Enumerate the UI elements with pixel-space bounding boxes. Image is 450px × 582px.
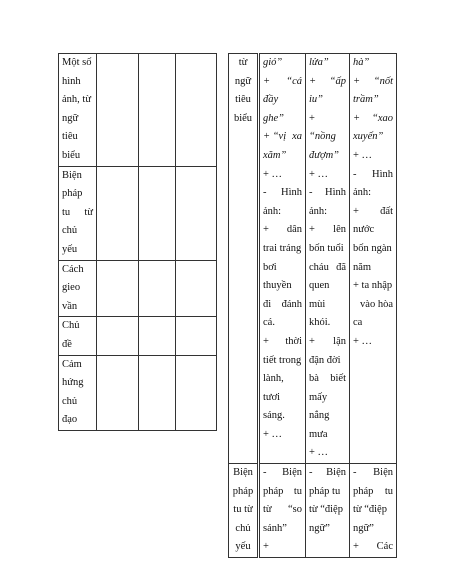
cell-line: đận đời (309, 354, 341, 366)
cell-line: tu từ (62, 206, 93, 218)
cell-line: tiêu (235, 94, 251, 106)
cell-line: - Hình (263, 187, 302, 199)
cell-line: + Các (353, 541, 393, 553)
cell-line: bốn ngàn (353, 242, 392, 254)
cell-line: biểu (62, 149, 81, 161)
cell-line: + “cá (263, 75, 302, 87)
cell-line: + “nốt (353, 75, 393, 87)
cell-line: pháp (232, 485, 254, 497)
cell-line: khói. (309, 317, 331, 329)
cell-line: ghe” (263, 112, 284, 124)
cell-line: gió” (263, 57, 283, 68)
table-cell (259, 54, 306, 464)
table-row (59, 54, 217, 167)
cell-line: bơi (263, 261, 277, 273)
cell-line: + … (353, 335, 373, 347)
cell-line: + (309, 112, 315, 124)
cell-line: + … (309, 168, 329, 180)
cell-line: chủ (62, 225, 78, 237)
cell-line: Cảm (62, 358, 82, 370)
cell-line: - Hình (353, 168, 393, 180)
cell-line: trầm” (353, 94, 379, 106)
row-label-cell (59, 54, 97, 167)
cell-line: yếu (235, 541, 251, 553)
cell-line: tiêu (62, 131, 78, 143)
cell-line: ảnh, từ (62, 94, 92, 106)
table-row (229, 54, 397, 464)
cell-line: mùi (309, 298, 326, 310)
cell-line: ảnh: (353, 187, 372, 199)
row-label-cell (229, 54, 259, 464)
cell-line: gieo (62, 282, 81, 294)
cell-line: bốn tuổi (309, 242, 344, 254)
cell-line: năm (353, 261, 372, 273)
cell-line: mấy (309, 391, 328, 403)
cell-line: sánh” (263, 522, 287, 534)
table-row (59, 317, 217, 355)
cell-line: lành, (263, 373, 284, 385)
table-row (59, 260, 217, 317)
cell-line: + (263, 541, 269, 553)
cell-line: tu từ (233, 504, 253, 516)
cell-line: - Biện (353, 467, 393, 479)
cell-line: từ “điệp (309, 504, 343, 516)
row-label-cell (59, 166, 97, 260)
cell-line: hứng (62, 377, 84, 389)
cell-line: bà biết (309, 373, 346, 385)
cell-line: + thời (263, 335, 302, 347)
cell-line: sáng. (263, 410, 285, 422)
cell-line: pháp tu (309, 485, 341, 497)
cell-line: pháp tu (353, 485, 393, 497)
cell-line: + “ấp (309, 75, 346, 87)
row-label-cell (59, 355, 97, 430)
cell-line: ảnh: (309, 205, 328, 217)
cell-line: + ta nhập (353, 280, 393, 292)
cell-line: - Biện (263, 467, 302, 479)
table-cell (350, 54, 397, 464)
cell-line: tươi (263, 391, 281, 403)
cell-line: + … (353, 149, 373, 161)
cell-line: Một số (62, 57, 92, 68)
cell-line: ngữ” (353, 522, 374, 534)
cell-line: “nồng (309, 131, 336, 143)
cell-line: đề (62, 338, 72, 350)
cell-line: chủ (62, 395, 78, 407)
cell-line: lửa” (309, 57, 329, 68)
cell-line: xuyến” (353, 131, 384, 143)
cell-line: + lên (309, 224, 346, 236)
row-label-cell (59, 317, 97, 355)
cell-line: cá. (263, 317, 275, 329)
table-cell (259, 464, 306, 558)
cell-line: hình (62, 75, 81, 87)
cell-line: + đất (353, 205, 393, 217)
cell-line: hà” (353, 57, 370, 68)
cell-line: vào hòa (360, 298, 393, 310)
cell-line: đi đánh (263, 298, 302, 310)
cell-line: nước (353, 224, 375, 236)
cell-line: Cách (62, 263, 84, 275)
cell-line: ca (353, 317, 363, 329)
right-table (228, 53, 397, 558)
table-cell (306, 464, 350, 558)
cell-line: từ (238, 57, 248, 68)
cell-line: biểu (233, 112, 253, 124)
cell-line: ngữ” (309, 522, 330, 534)
table-row (59, 355, 217, 430)
cell-line: đạo (62, 414, 78, 426)
cell-line: iu” (309, 94, 324, 106)
cell-line: + … (263, 428, 283, 440)
table-row (229, 464, 397, 558)
cell-line: mưa (309, 428, 328, 440)
cell-line: + “xao (353, 112, 393, 124)
cell-line: tiết trong (263, 354, 302, 366)
cell-line: + … (309, 447, 329, 459)
row-label-cell (229, 464, 259, 558)
cell-line: cháu đã (309, 261, 346, 273)
table-cell (350, 464, 397, 558)
cell-line: từ “so (263, 504, 302, 516)
cell-line: xăm” (263, 149, 287, 161)
cell-line: vần (62, 300, 78, 312)
row-label-cell (59, 260, 97, 317)
cell-line: + … (263, 168, 283, 180)
left-table (58, 53, 217, 431)
cell-line: nắng (309, 410, 330, 422)
cell-line: + “vị xa (263, 131, 302, 143)
cell-line: yếu (62, 243, 78, 255)
cell-line: pháp tu (263, 485, 302, 497)
cell-line: thuyền (263, 280, 292, 292)
cell-line: + lận (309, 335, 346, 347)
cell-line: chủ (235, 522, 251, 534)
cell-line: trai tráng (263, 242, 302, 254)
cell-line: ngữ (234, 75, 252, 87)
table-row (59, 166, 217, 260)
cell-line: đầy (263, 94, 279, 106)
cell-line: Biện (233, 467, 253, 479)
cell-line: từ “điệp (353, 504, 387, 516)
cell-line: quen (309, 280, 330, 292)
cell-line: - Hình (309, 187, 346, 199)
cell-line: pháp (62, 188, 83, 200)
cell-line: Biện (62, 169, 82, 181)
cell-line: ảnh: (263, 205, 282, 217)
cell-line: Chủ (62, 320, 80, 332)
table-cell (306, 54, 350, 464)
cell-line: + dân (263, 224, 302, 236)
cell-line: đượm” (309, 149, 340, 161)
cell-line: - Biện (309, 467, 346, 479)
cell-line: ngữ (62, 112, 79, 124)
